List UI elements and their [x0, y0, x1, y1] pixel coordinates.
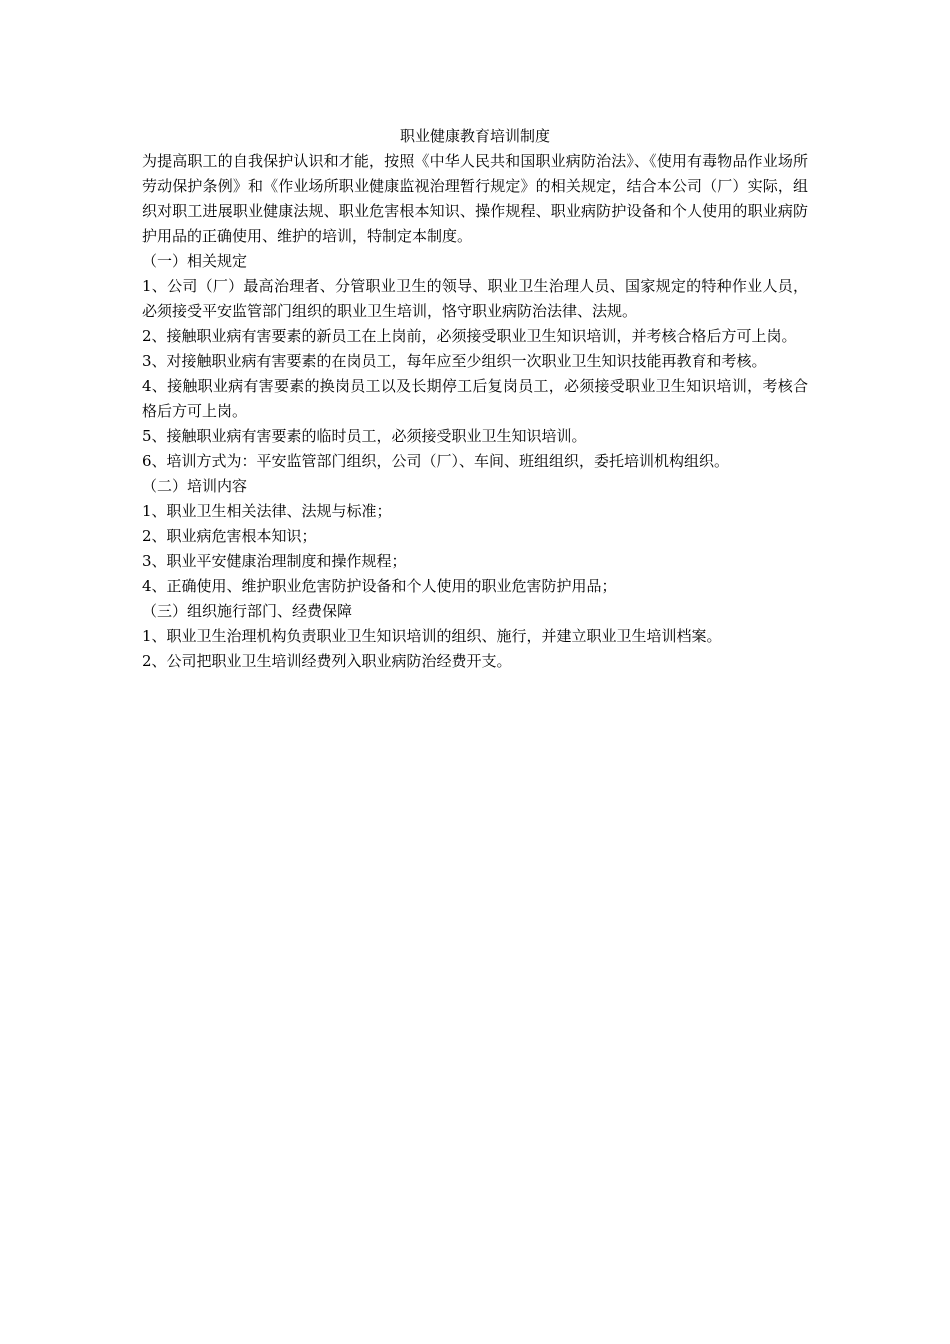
section-1-item-1: 1、公司（厂）最高治理者、分管职业卫生的领导、职业卫生治理人员、国家规定的特种作业人员，必须接受平安监管部门组织的职业卫生培训，恪守职业病防治法律、法规。	[142, 277, 808, 320]
section-heading-3: （三）组织施行部门、经费保障	[142, 602, 353, 620]
section-2-item-2: 2、职业病危害根本知识；	[142, 527, 317, 545]
section-2-item-4: 4、正确使用、维护职业危害防护设备和个人使用的职业危害防护用品；	[142, 577, 617, 595]
section-2-item-1: 1、职业卫生相关法律、法规与标准；	[142, 502, 392, 520]
section-1-item-4: 4、接触职业病有害要素的换岗员工以及长期停工后复岗员工，必须接受职业卫生知识培训，考核合格后方可上岗。	[142, 377, 808, 420]
section-3-item-2: 2、公司把职业卫生培训经费列入职业病防治经费开支。	[142, 652, 512, 670]
document-page	[142, 124, 808, 674]
section-1-item-6: 6、培训方式为：平安监管部门组织，公司（厂）、车间、班组组织，委托培训机构组织。	[142, 452, 730, 470]
section-heading-2: （二）培训内容	[142, 477, 248, 495]
section-1-item-2: 2、接触职业病有害要素的新员工在上岗前，必须接受职业卫生知识培训，并考核合格后方可上岗。	[142, 327, 797, 345]
section-1-item-5: 5、接触职业病有害要素的临时员工，必须接受职业卫生知识培训。	[142, 427, 587, 445]
document-title: 职业健康教育培训制度	[399, 127, 550, 145]
section-heading-1: （一）相关规定	[142, 252, 248, 270]
section-3-item-1: 1、职业卫生治理机构负责职业卫生知识培训的组织、施行，并建立职业卫生培训档案。	[142, 627, 722, 645]
section-2-item-3: 3、职业平安健康治理制度和操作规程；	[142, 552, 407, 570]
intro-paragraph: 为提高职工的自我保护认识和才能，按照《中华人民共和国职业病防治法》、《使用有毒物品作业场所劳动保护条例》和《作业场所职业健康监视治理暂行规定》的相关规定，结合本公司（厂）实际，组织对职工进展职业健康法规、职业危害根本知识、操作规程、职业病防护设备和个人使用的职业病防护用品的正确使用、维护的培训，特制定本制度。	[142, 152, 808, 245]
section-1-item-3: 3、对接触职业病有害要素的在岗员工，每年应至少组织一次职业卫生知识技能再教育和考核。	[142, 352, 767, 370]
